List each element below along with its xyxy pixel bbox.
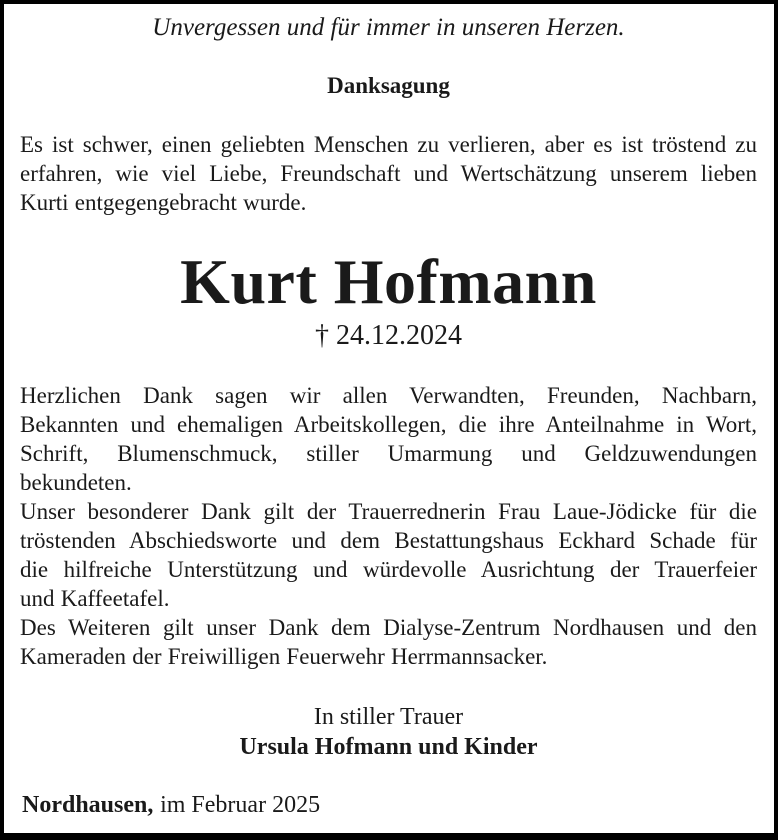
notice-content [4,4,774,820]
text-line: bekundeten. [20,470,132,495]
memorial-motto: Unvergessen und für immer in unseren Herzen. [152,14,625,41]
intro-paragraph [20,130,757,217]
closing-block [20,702,757,762]
text-line: und Kaffeetafel. [20,586,170,611]
notice-heading: Danksagung [327,73,450,98]
place-name: Nordhausen, [22,792,154,818]
text-line: Unser besonderer Dank gilt der Trauerrednerin Frau Laue-Jödicke für die [20,499,757,524]
text-line: erfahren, wie viel Liebe, Freundschaft und Wertschätzung unserem lieben [20,161,757,186]
thanks-paragraphs [20,381,757,671]
text-line: Kurti entgegengebracht wurde. [20,190,307,215]
place-date-line [20,791,757,820]
text-line: Kameraden der Freiwilligen Feuerwehr Herrmannsacker. [20,644,548,669]
text-line: Herzlichen Dank sagen wir allen Verwandten, Freunden, Nachbarn, [20,383,757,408]
text-line: Des Weiteren gilt unser Dank dem Dialyse-Zentrum Nordhausen und den [20,615,757,640]
text-line: Bekannten und ehemaligen Arbeitskollegen, die ihre Anteilnahme in Wort, [20,412,757,437]
text-line: Schrift, Blumenschmuck, stiller Umarmung und Geldzuwendungen [20,441,757,466]
text-line: tröstenden Abschiedsworte und dem Bestattungshaus Eckhard Schade für [20,528,757,553]
text-line: Es ist schwer, einen geliebten Menschen zu verlieren, aber es ist tröstend zu [20,132,757,157]
deceased-name: Kurt Hofmann [180,246,597,317]
closing-phrase: In stiller Trauer [313,704,464,730]
notice-date: im Februar 2025 [160,792,321,818]
text-line: die hilfreiche Unterstützung und würdevolle Ausrichtung der Trauerfeier [20,557,757,582]
death-date: † 24.12.2024 [315,320,462,351]
mourning-family: Ursula Hofmann und Kinder [239,734,538,760]
